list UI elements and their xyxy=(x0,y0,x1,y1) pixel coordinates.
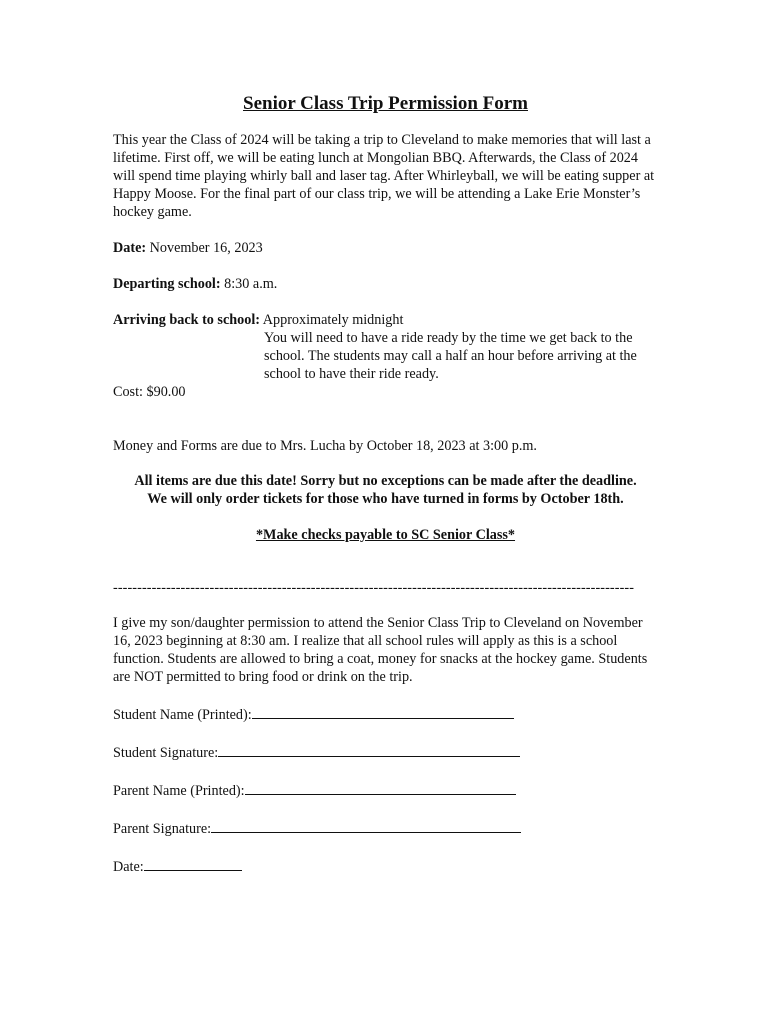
parent-name-field[interactable] xyxy=(245,780,516,795)
due-line: Money and Forms are due to Mrs. Lucha by October 18, 2023 at 3:00 p.m. xyxy=(113,438,537,454)
departing-row xyxy=(113,275,658,293)
deadline-notice xyxy=(113,472,658,508)
departing-label: Departing school: xyxy=(113,276,221,292)
ride-note: You will need to have a ride ready by the time we get back to the school. The students may call a half an hour before arriving at the school to have their ride ready. xyxy=(264,330,637,382)
permission-form xyxy=(113,92,658,894)
parent-name-label: Parent Name (Printed): xyxy=(113,783,245,799)
student-signature-label: Student Signature: xyxy=(113,745,219,761)
arriving-value: Approximately midnight xyxy=(260,312,404,328)
deadline-line-1: All items are due this date! Sorry but no exceptions can be made after the deadline. xyxy=(134,473,637,489)
arriving-label: Arriving back to school: xyxy=(113,312,260,328)
sign-date-field[interactable] xyxy=(144,856,242,871)
parent-signature-row xyxy=(113,818,658,838)
student-name-label: Student Name (Printed): xyxy=(113,707,252,723)
trip-date-row xyxy=(113,239,658,257)
sign-date-label: Date: xyxy=(113,859,144,875)
intro-paragraph: This year the Class of 2024 will be taking a trip to Cleveland to make memories that will last a lifetime. First off, we will be eating lunch at Mongolian BBQ. Afterwards, the Class of 2024 will spend time playing whirly ball and laser tag. After Whirleyball, we will be eating supper at Happy Moose. For the final part of our class trip, we will be attending a Lake Erie Monster’s hockey game. xyxy=(113,132,655,220)
trip-date-value: November 16, 2023 xyxy=(146,240,263,256)
student-signature-field[interactable] xyxy=(218,742,520,757)
student-name-field[interactable] xyxy=(252,704,514,719)
checks-payable-note: *Make checks payable to SC Senior Class* xyxy=(255,527,516,543)
permission-paragraph: I give my son/daughter permission to attend the Senior Class Trip to Cleveland on November 16, 2023 beginning at 8:30 am. I realize that all school rules will apply as this is a school function. Students are allowed to bring a coat, money for snacks at the hockey game. Students are NOT permitted to bring food or drink on the trip. xyxy=(113,615,648,685)
cost-line: Cost: $90.00 xyxy=(113,384,186,400)
student-signature-row xyxy=(113,742,658,762)
parent-name-row xyxy=(113,780,658,800)
cut-line-divider: ------------------------------------------------------------------------------------------------------------ xyxy=(113,580,635,596)
student-name-row xyxy=(113,704,658,724)
departing-value: 8:30 a.m. xyxy=(220,276,278,292)
arriving-row xyxy=(113,311,658,329)
trip-date-label: Date: xyxy=(113,240,147,256)
parent-signature-field[interactable] xyxy=(211,818,521,833)
sign-date-row xyxy=(113,856,658,876)
deadline-line-2: We will only order tickets for those who have turned in forms by October 18th. xyxy=(147,491,624,507)
parent-signature-label: Parent Signature: xyxy=(113,821,212,837)
form-title: Senior Class Trip Permission Form xyxy=(243,93,528,114)
